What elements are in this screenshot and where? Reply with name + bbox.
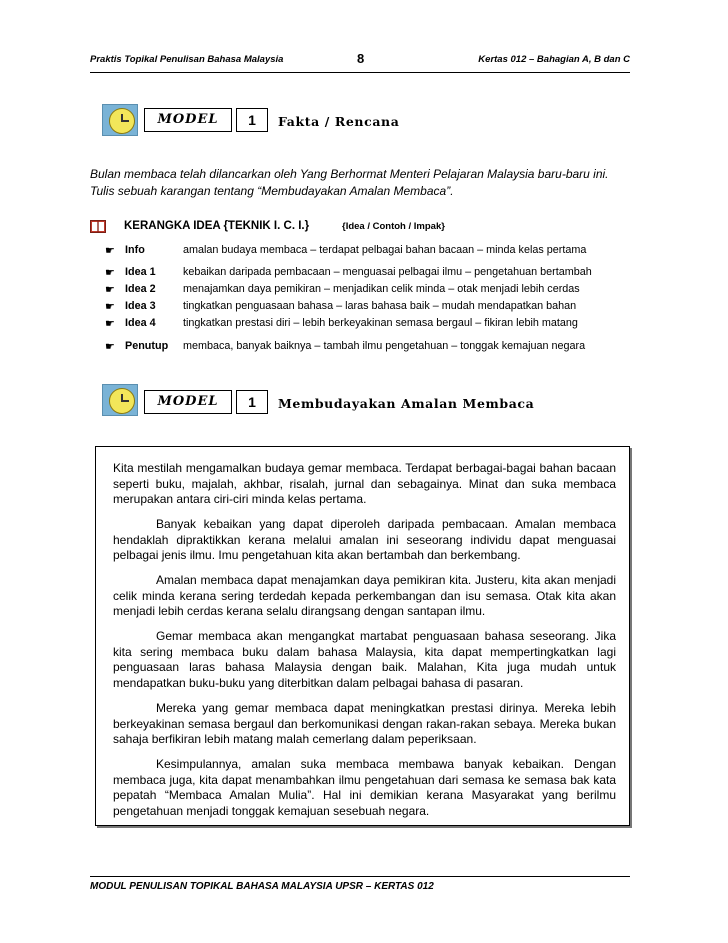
footer-rule	[90, 876, 630, 877]
kerangka-key: Idea 4	[125, 317, 156, 329]
kerangka-row	[105, 317, 630, 333]
pointing-hand-icon: ☛	[105, 341, 115, 353]
kerangka-value: menajamkan daya pemikiran – menjadikan celik minda – otak menjadi lebih cerdas	[183, 283, 580, 295]
model-heading-1	[102, 104, 522, 136]
kerangka-heading	[90, 219, 630, 235]
kerangka-row	[105, 340, 630, 356]
clock-icon	[102, 104, 138, 136]
header-right: Kertas 012 – Bahagian A, B dan C	[478, 54, 630, 65]
pointing-hand-icon: ☛	[105, 301, 115, 313]
kerangka-key: Idea 2	[125, 283, 156, 295]
header-rule	[90, 72, 630, 73]
clock-icon	[102, 384, 138, 416]
model-heading-2	[102, 384, 622, 416]
model-number: 1	[236, 108, 268, 132]
page-number: 8	[357, 51, 365, 66]
essay-paragraph: Banyak kebaikan yang dapat diperoleh daripada pembacaan. Amalan membaca hendaklah dipraktikkan kerana melalui amalan ini seseorang individu dapat menguasai pelbagai jenis ilmu. Imu pengetahuan kita akan bertambah dan berkembang.	[113, 517, 616, 563]
model-label: MODEL	[144, 108, 232, 132]
pointing-hand-icon: ☛	[105, 318, 115, 330]
kerangka-row	[105, 244, 630, 260]
header-left: Praktis Topikal Penulisan Bahasa Malaysia	[90, 54, 284, 65]
kerangka-legend: {Idea / Contoh / Impak}	[342, 221, 445, 232]
footer-text: MODUL PENULISAN TOPIKAL BAHASA MALAYSIA UPSR – KERTAS 012	[90, 881, 434, 892]
pointing-hand-icon: ☛	[105, 267, 115, 279]
kerangka-value: tingkatkan penguasaan bahasa – laras bahasa baik – mudah mendapatkan bahan	[183, 300, 577, 312]
essay-paragraph: Kita mestilah mengamalkan budaya gemar membaca. Terdapat berbagai-bagai bahan bacaan seperti buku, majalah, akhbar, risalah, jurnal dan sebagainya. Minat dan suka membaca merupakan antara ciri-ciri minda kelas pertama.	[113, 461, 616, 507]
essay-prompt: Bulan membaca telah dilancarkan oleh Yang Berhormat Menteri Pelajaran Malaysia baru-baru ini. Tulis sebuah karangan tentang “Membudayakan Amalan Membaca”.	[90, 167, 609, 198]
essay-paragraph: Mereka yang gemar membaca dapat meningkatkan prestasi dirinya. Mereka lebih berkeyakinan semasa bergaul dan berkomunikasi dengan rakan-rakan sebaya. Mereka bukan sahaja berfikiran lebih matang malah cemerlang dalam peperiksaan.	[113, 701, 616, 747]
book-icon	[90, 220, 106, 233]
kerangka-row	[105, 300, 630, 316]
kerangka-value: kebaikan daripada pembacaan – menguasai pelbagai ilmu – pengetahuan bertambah	[183, 266, 592, 278]
kerangka-key: Idea 3	[125, 300, 156, 312]
kerangka-title: KERANGKA IDEA {TEKNIK I. C. I.}	[124, 220, 310, 232]
kerangka-row	[105, 283, 630, 299]
pointing-hand-icon: ☛	[105, 245, 115, 257]
model-label: MODEL	[144, 390, 232, 414]
model-number: 1	[236, 390, 268, 414]
kerangka-key: Info	[125, 244, 145, 256]
kerangka-key: Idea 1	[125, 266, 156, 278]
kerangka-value: amalan budaya membaca – terdapat pelbagai bahan bacaan – minda kelas pertama	[183, 244, 587, 256]
pointing-hand-icon: ☛	[105, 284, 115, 296]
model-title: Membudayakan Amalan Membaca	[278, 396, 535, 411]
kerangka-value: membaca, banyak baiknya – tambah ilmu pengetahuan – tonggak kemajuan negara	[183, 340, 586, 352]
kerangka-value: tingkatkan prestasi diri – lebih berkeyakinan semasa bergaul – fikiran lebih matang	[183, 317, 578, 329]
kerangka-row	[105, 266, 630, 282]
kerangka-key: Penutup	[125, 340, 169, 352]
model-title: Fakta / Rencana	[278, 114, 400, 129]
essay-paragraph: Amalan membaca dapat menajamkan daya pemikiran kita. Justeru, kita akan menjadi celik minda kerana sering terdedah kepada perkembangan dan isu semasa. Otak kita akan menjadi lebih cerdas kerana selalu dirangsang dengan santapan ilmu.	[113, 573, 616, 619]
essay-paragraph: Gemar membaca akan mengangkat martabat penguasaan bahasa seseorang. Jika kita sering membaca buku dalam bahasa Malaysia, kita dapat mempertingkatkan lagi penguasaan laras bahasa Malaysia dengan baik. Malahan, Kita juga mudah untuk mendapatkan buku-buku yang diterbitkan dalam pelbagai bahasa di pasaran.	[113, 629, 616, 690]
essay-paragraph: Kesimpulannya, amalan suka membaca membawa banyak kebaikan. Dengan membaca juga, kita dapat menambahkan ilmu pengetahuan dari semasa ke semasa bak kata pepatah “Membaca Amalan Mulia”. Hal ini demikian kerana Masyarakat yang berilmu pengetahuan menjadi tonggak kemajuan sesebuah negara.	[113, 757, 616, 818]
